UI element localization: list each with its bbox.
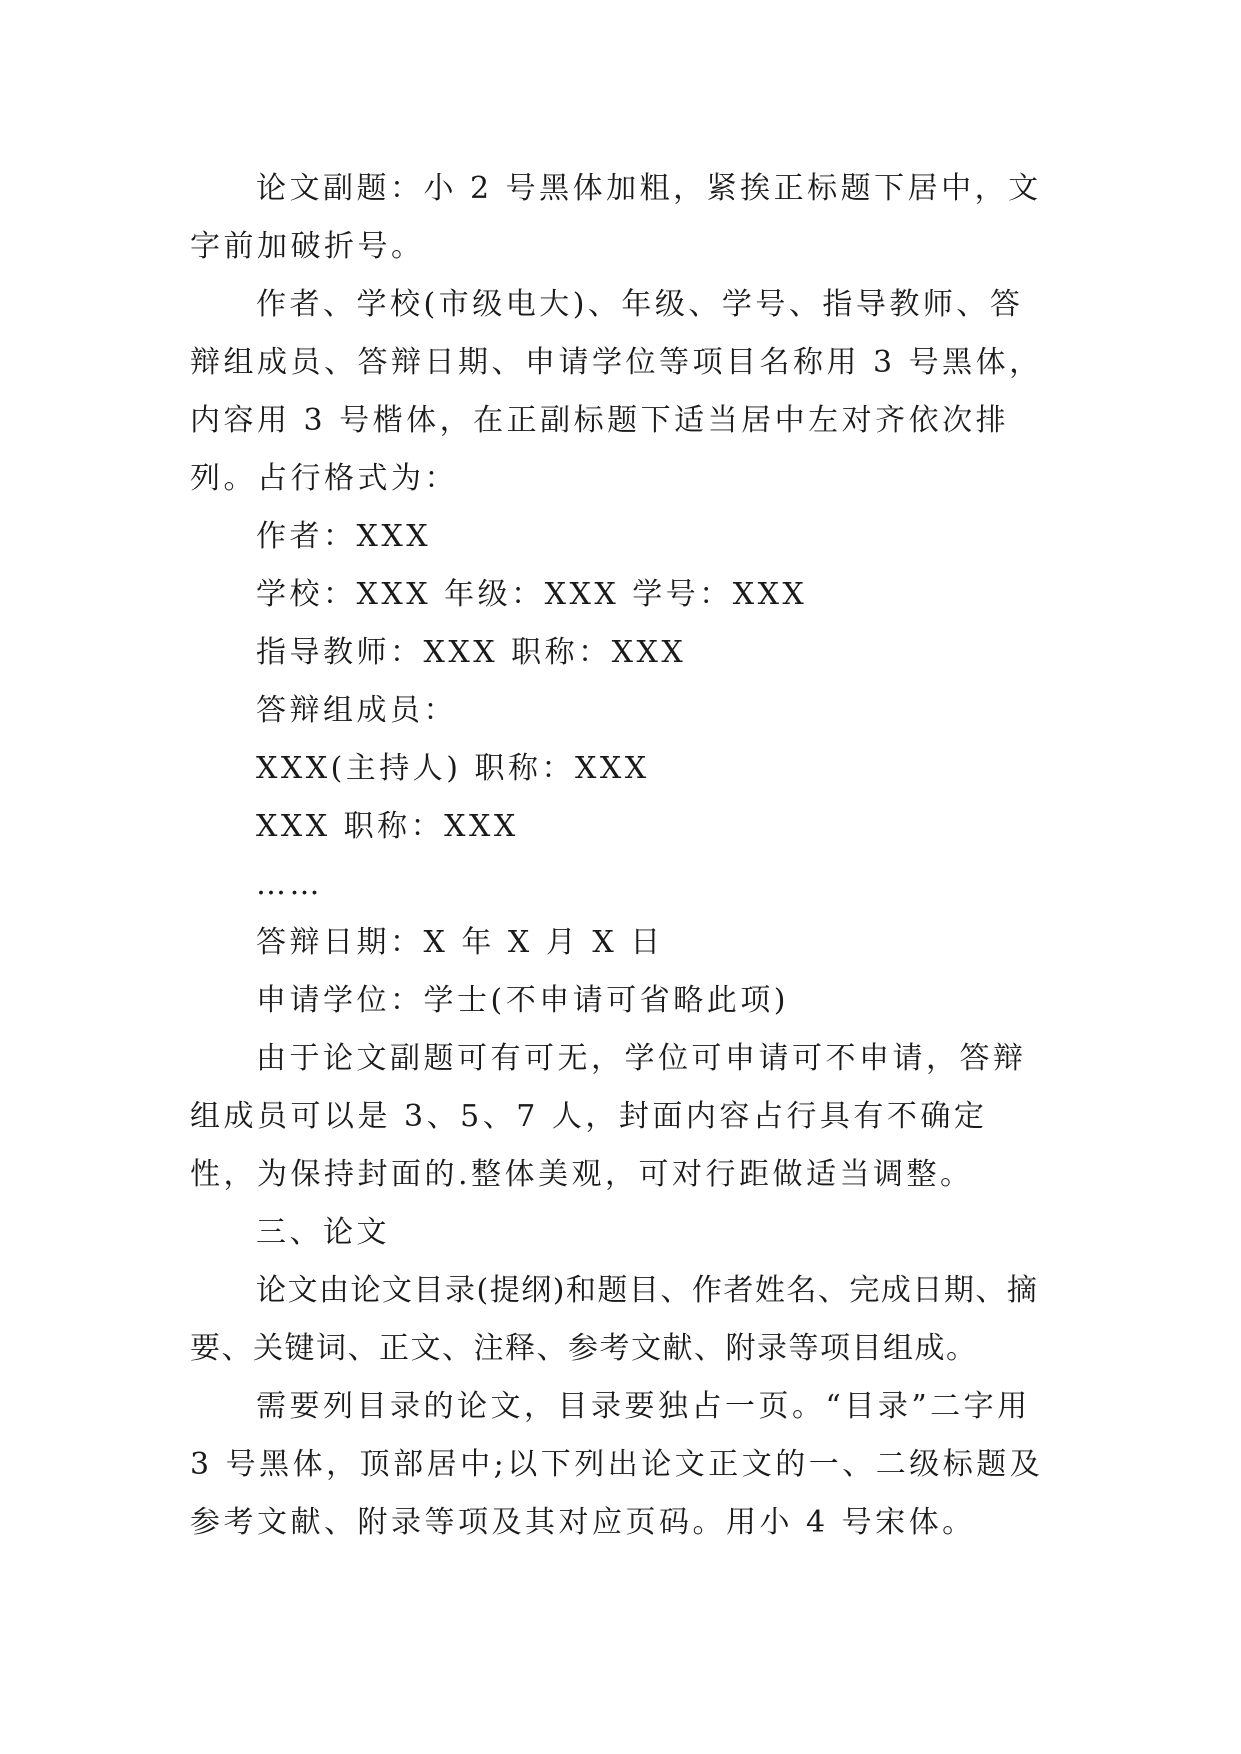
paragraph-subtitle-format: 论文副题：小 2 号黑体加粗，紧挨正标题下居中，文字前加破折号。 <box>190 171 1042 264</box>
paragraph-thesis-components: 论文由论文目录(提纲)和题目、作者姓名、完成日期、摘要、关键词、正文、注释、参考文献、附录等项目组成。 <box>190 1273 1039 1366</box>
section-heading-thesis: 三、论文 <box>256 1215 390 1250</box>
paragraph-table-of-contents: 需要列目录的论文，目录要独占一页。“目录”二字用 3 号黑体，顶部居中;以下列出论文正文的一、二级标题及参考文献、附录等项及其对应页码。用小 4 号宋体。 <box>190 1389 1044 1540</box>
line-committee-chair: XXX(主持人) 职称：XXX <box>256 751 650 786</box>
line-committee-heading: 答辩组成员： <box>256 693 457 728</box>
line-author: 作者：XXX <box>256 519 432 554</box>
line-advisor: 指导教师：XXX 职称：XXX <box>256 635 687 670</box>
line-committee-member: XXX 职称：XXX <box>256 809 519 844</box>
line-ellipsis: …… <box>256 867 323 902</box>
paragraph-spacing-note: 由于论文副题可有可无，学位可申请可不申请，答辩组成员可以是 3、5、7 人，封面内容占行具有不确定性，为保持封面的.整体美观，可对行距做适当调整。 <box>190 1041 1027 1192</box>
line-school-grade-id: 学校：XXX 年级：XXX 学号：XXX <box>256 577 808 612</box>
line-defense-date: 答辩日期：X 年 X 月 X 日 <box>256 925 664 960</box>
document-body <box>190 160 1050 1552</box>
paragraph-cover-items-format: 作者、学校(市级电大)、年级、学号、指导教师、答辩组成员、答辩日期、申请学位等项目名称用 3 号黑体，内容用 3 号楷体，在正副标题下适当居中左对齐依次排列。占行格式为： <box>190 287 1043 496</box>
line-degree: 申请学位：学士(不申请可省略此项) <box>256 983 789 1018</box>
